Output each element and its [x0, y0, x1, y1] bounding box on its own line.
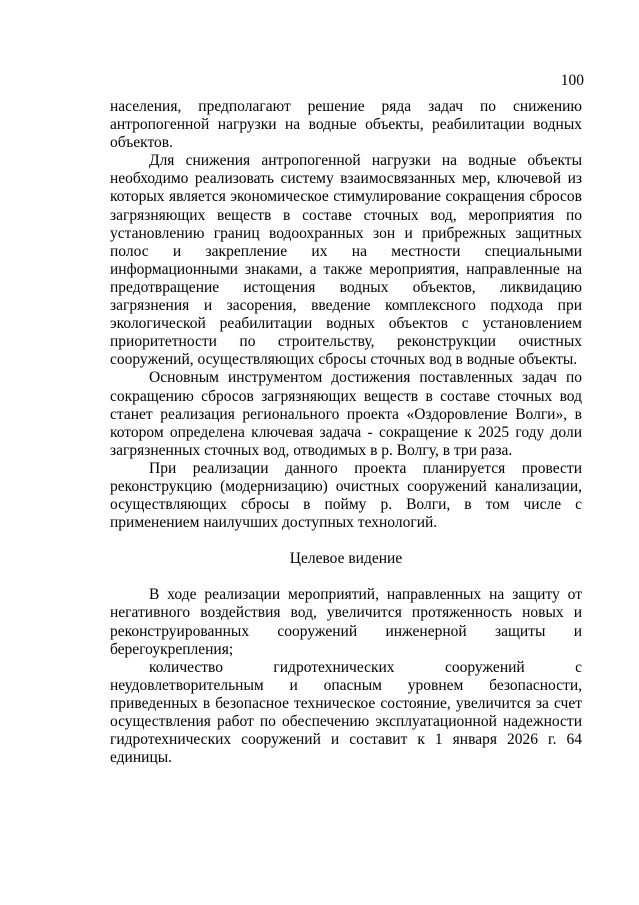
- paragraph-main-instrument: Основным инструментом достижения поставленных задач по сокращению сбросов загрязняющих веществ в составе сточных вод станет реализация регионального проекта «Оздоровление Волги», в котором определена ключевая задача - сокращение к 2025 году доли загрязненных сточных вод, отводимых в р. Волгу, в три раза.: [110, 369, 582, 459]
- paragraph-continuation: населения, предполагают решение ряда задач по снижению антропогенной нагрузки на водные объекты, реабилитации водных объектов.: [110, 98, 582, 152]
- section-heading: Целевое видение: [289, 550, 403, 568]
- paragraph-target-hydraulic-structures: количество гидротехнических сооружений с неудовлетворительным и опасным уровнем безопасности, приведенных в безопасное техническое состояние, увеличится за счет осуществления работ по обеспечению эксплуатационной надежности гидротехнических сооружений и составит к 1 января 2026 г. 64 единицы.: [110, 658, 582, 767]
- page-number: 100: [560, 72, 584, 89]
- document-body: [110, 98, 582, 767]
- paragraph-project-implementation: При реализации данного проекта планируется провести реконструкцию (модернизацию) очистных сооружений канализации, осуществляющих сбросы в пойму р. Волги, в том числе с применением наилучших доступных технологий.: [110, 459, 582, 532]
- paragraph-measures: Для снижения антропогенной нагрузки на водные объекты необходимо реализовать систему взаимосвязанных мер, ключевой из которых является экономическое стимулирование сокращения сбросов загрязняющих веществ в составе сточных вод, мероприятия по установлению границ водоохранных зон и прибрежных защитных полос и закрепление их на местности специальными информационными знаками, а также мероприятия, направленные на предотвращение истощения водных объектов, ликвидацию загрязнения и засорения, введение комплексного подхода при экологической реабилитации водных объектов с установлением приоритетности по строительству, реконструкции очистных сооружений, осуществляющих сбросы сточных вод в водные объекты.: [110, 152, 582, 369]
- paragraph-target-protection: В ходе реализации мероприятий, направленных на защиту от негативного воздействия вод, увеличится протяженность новых и реконструированных сооружений инженерной защиты и берегоукрепления;: [110, 586, 582, 658]
